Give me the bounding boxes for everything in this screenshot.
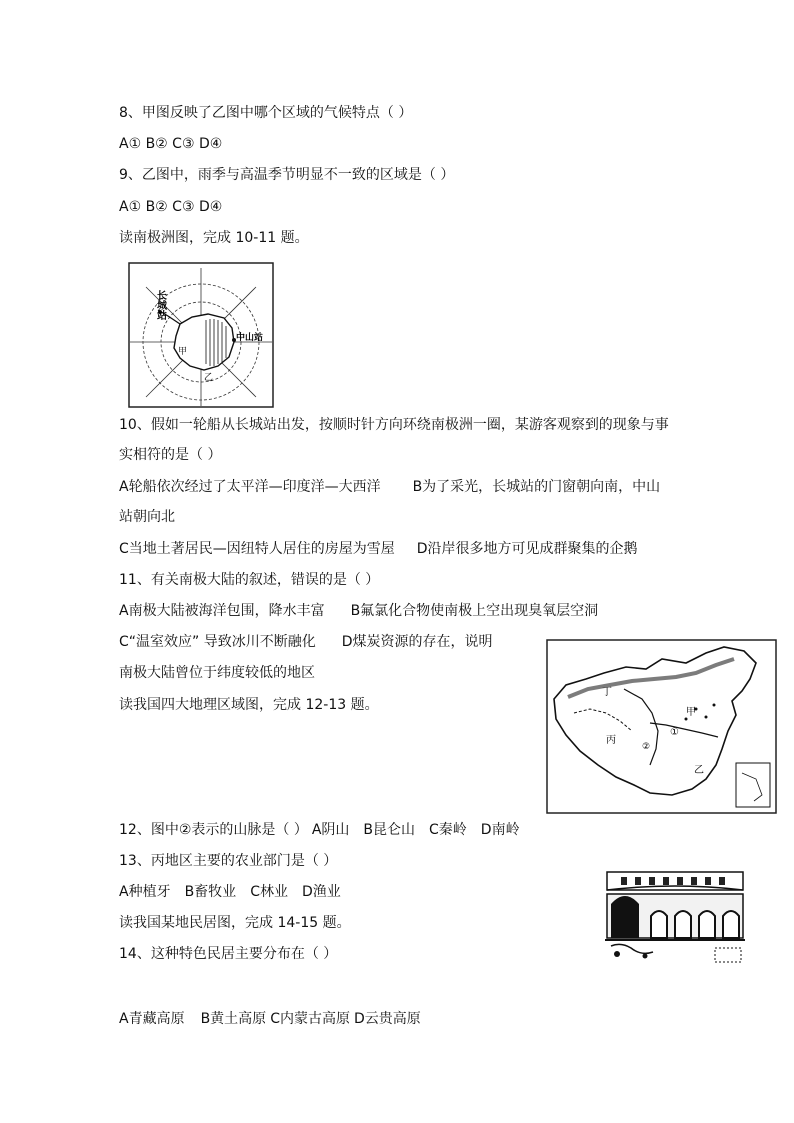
q12-option-b: B昆仑山 bbox=[363, 822, 416, 838]
q10-option-a: A轮船依次经过了太平洋—印度洋—大西洋 bbox=[119, 479, 381, 495]
antarctica-mark-a: 甲 bbox=[178, 347, 188, 357]
q9-options: A① B② C③ D④ bbox=[119, 199, 223, 215]
q8-stem: 8、甲图反映了乙图中哪个区域的气候特点（ ） bbox=[119, 105, 413, 121]
q14-option-a: A青藏高原 bbox=[119, 1011, 185, 1027]
china-regions-map-figure bbox=[546, 639, 777, 814]
q11-options-row2 bbox=[119, 632, 493, 652]
q10-options-row1 bbox=[119, 477, 660, 497]
q11-option-a: A南极大陆被海洋包围，降水丰富 bbox=[119, 603, 325, 619]
q14-option-c: C内蒙古高原 bbox=[270, 1011, 350, 1027]
china-label-bing: 丙 bbox=[606, 735, 616, 746]
intro-12-13: 读我国四大地理区域图，完成 12-13 题。 bbox=[119, 697, 379, 713]
q10-options-row2 bbox=[119, 539, 638, 559]
q13-option-d: D渔业 bbox=[301, 884, 341, 900]
q13-option-b: B畜牧业 bbox=[184, 884, 237, 900]
q13-stem: 13、丙地区主要的农业部门是（ ） bbox=[119, 853, 338, 869]
q12-option-a: A阴山 bbox=[311, 822, 350, 838]
q12-line bbox=[119, 820, 520, 840]
q10-stem-line2: 实相符的是（ ） bbox=[119, 447, 222, 463]
china-label-circle2: ② bbox=[642, 742, 651, 752]
label-zhongshan-station: 中山站 bbox=[236, 333, 264, 343]
q11-option-c: C“温室效应” 导致冰川不断融化 bbox=[119, 634, 316, 650]
intro-10-11: 读南极洲图，完成 10-11 题。 bbox=[119, 230, 309, 246]
dwelling-picture-figure bbox=[605, 868, 745, 964]
q12-option-d: D南岭 bbox=[480, 822, 520, 838]
q13-option-a: A种植牙 bbox=[119, 884, 171, 900]
q14-stem: 14、这种特色民居主要分布在（ ） bbox=[119, 946, 338, 962]
china-label-circle1: ① bbox=[670, 727, 679, 738]
q8-options: A① B② C③ D④ bbox=[119, 136, 223, 152]
q11-stem: 11、有关南极大陆的叙述，错误的是（ ） bbox=[119, 572, 380, 588]
label-great-wall-station: 长城站 bbox=[154, 290, 166, 320]
q10-option-c: C当地土著居民—因纽特人居住的房屋为雪屋 bbox=[119, 541, 395, 557]
q11-option-d: D煤炭资源的存在，说明 bbox=[341, 634, 493, 650]
q10-option-b-cont: 站朝向北 bbox=[119, 509, 175, 525]
q13-options bbox=[119, 882, 341, 902]
antarctica-mark-b: 乙 bbox=[204, 373, 214, 383]
q12-stem: 12、图中②表示的山脉是（ ） bbox=[119, 822, 308, 838]
q11-options-row1 bbox=[119, 601, 598, 621]
q14-option-b: B黄土高原 bbox=[200, 1011, 267, 1027]
intro-14-15: 读我国某地民居图，完成 14-15 题。 bbox=[119, 915, 351, 931]
q13-option-c: C林业 bbox=[250, 884, 288, 900]
q10-option-b: B为了采光，长城站的门窗朝向南，中山 bbox=[412, 479, 661, 495]
q14-option-d: D云贵高原 bbox=[353, 1011, 421, 1027]
q12-option-c: C秦岭 bbox=[429, 822, 467, 838]
q14-options bbox=[119, 1009, 421, 1029]
q11-option-b: B氟氯化合物使南极上空出现臭氧层空洞 bbox=[350, 603, 599, 619]
china-label-jia: 甲 bbox=[686, 707, 696, 718]
antarctica-map-figure bbox=[128, 262, 274, 408]
q9-stem: 9、乙图中，雨季与高温季节明显不一致的区域是（ ） bbox=[119, 167, 455, 183]
china-label-yi: 乙 bbox=[694, 765, 704, 776]
q10-option-d: D沿岸很多地方可见成群聚集的企鹅 bbox=[416, 541, 638, 557]
q11-option-d-cont: 南极大陆曾位于纬度较低的地区 bbox=[119, 665, 315, 681]
china-label-ding: 丁 bbox=[602, 687, 612, 698]
q10-stem-line1: 10、假如一轮船从长城站出发，按顺时针方向环绕南极洲一圈，某游客观察到的现象与事 bbox=[119, 417, 669, 433]
